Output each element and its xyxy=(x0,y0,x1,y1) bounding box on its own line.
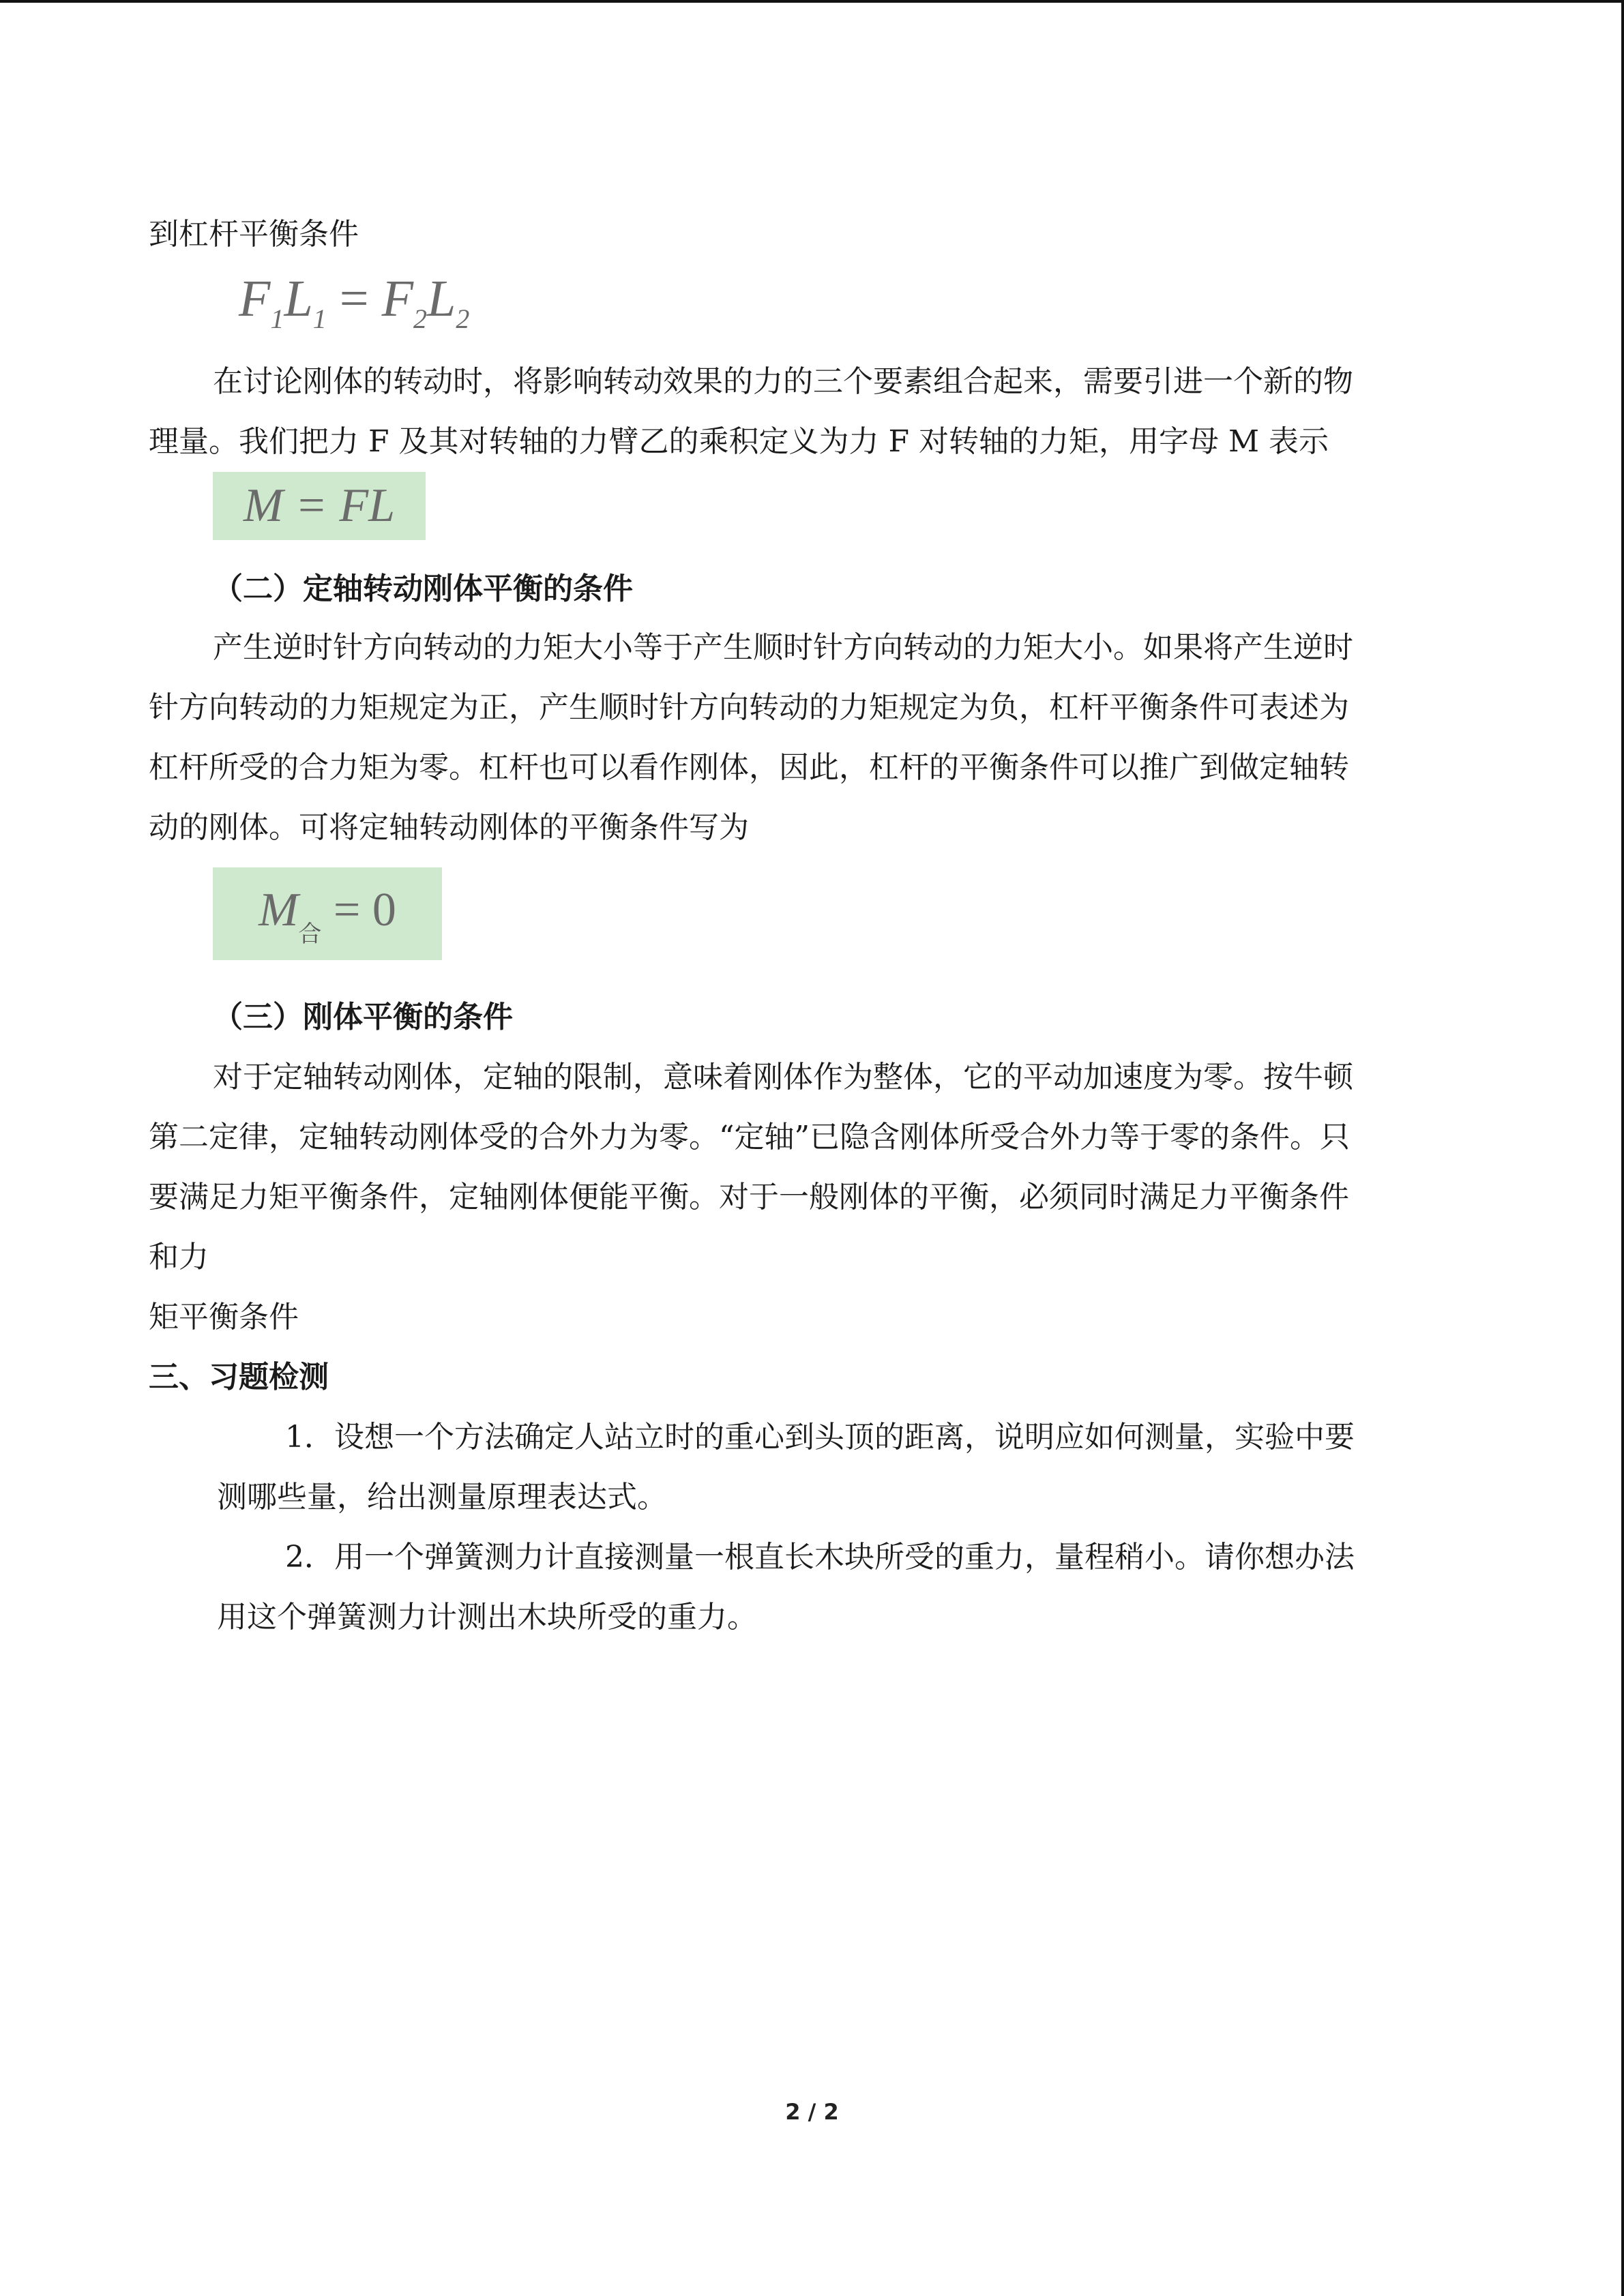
formula-lever-balance: $F_1L_1 = F_2L_2$ xyxy=(239,270,470,334)
top-border xyxy=(0,0,1624,3)
section-exercise-heading: 三、习题检测 xyxy=(149,1360,329,1395)
paragraph-condition-line1: 产生逆时针方向转动的力矩大小等于产生顺时针方向转动的力矩大小。如果将产生逆时 xyxy=(213,630,1353,665)
heading-rigid-body-condition: （三）刚体平衡的条件 xyxy=(213,1000,513,1034)
formula-net-moment-zero: $M_合 = 0$ xyxy=(213,867,442,960)
paragraph-rigid-line4: 和力 xyxy=(149,1240,209,1274)
paragraph-rigid-line2: 第二定律，定轴转动刚体受的合外力为零。“定轴”已隐含刚体所受合外力等于零的条件。只 xyxy=(149,1120,1350,1154)
paragraph-rigid-line5: 矩平衡条件 xyxy=(149,1300,299,1335)
question-2-line2: 用这个弹簧测力计测出木块所受的重力。 xyxy=(217,1600,757,1635)
page-number: 2 / 2 xyxy=(785,2099,839,2125)
paragraph-moment-line1: 在讨论刚体的转动时，将影响转动效果的力的三个要素组合起来，需要引进一个新的物 xyxy=(213,364,1353,399)
paragraph-condition-line4: 动的刚体。可将定轴转动刚体的平衡条件写为 xyxy=(149,810,749,845)
paragraph-lever-intro: 到杠杆平衡条件 xyxy=(149,217,359,252)
heading-fixed-axis-condition: （二）定轴转动刚体平衡的条件 xyxy=(213,571,633,606)
paragraph-condition-line2: 针方向转动的力矩规定为正，产生顺时针方向转动的力矩规定为负，杠杆平衡条件可表述为 xyxy=(149,690,1349,725)
right-border xyxy=(1621,0,1624,2296)
paragraph-rigid-line1: 对于定轴转动刚体，定轴的限制，意味着刚体作为整体，它的平动加速度为零。按牛顿 xyxy=(213,1060,1353,1094)
question-1-line2: 测哪些量，给出测量原理表达式。 xyxy=(217,1480,667,1515)
formula-moment-definition: M = FL xyxy=(213,472,426,540)
paragraph-rigid-line3: 要满足力矩平衡条件，定轴刚体便能平衡。对于一般刚体的平衡，必须同时满足力平衡条件 xyxy=(149,1180,1349,1214)
paragraph-moment-line2: 理量。我们把力 F 及其对转轴的力臂乙的乘积定义为力 F 对转轴的力矩，用字母 M 表示 xyxy=(149,424,1329,459)
question-2-line1: 2．用一个弹簧测力计直接测量一根直长木块所受的重力，量程稍小。请你想办法 xyxy=(285,1540,1355,1575)
paragraph-condition-line3: 杠杆所受的合力矩为零。杠杆也可以看作刚体，因此，杠杆的平衡条件可以推广到做定轴转 xyxy=(149,750,1349,785)
question-1-line1: 1．设想一个方法确定人站立时的重心到头顶的距离，说明应如何测量，实验中要 xyxy=(285,1420,1355,1455)
